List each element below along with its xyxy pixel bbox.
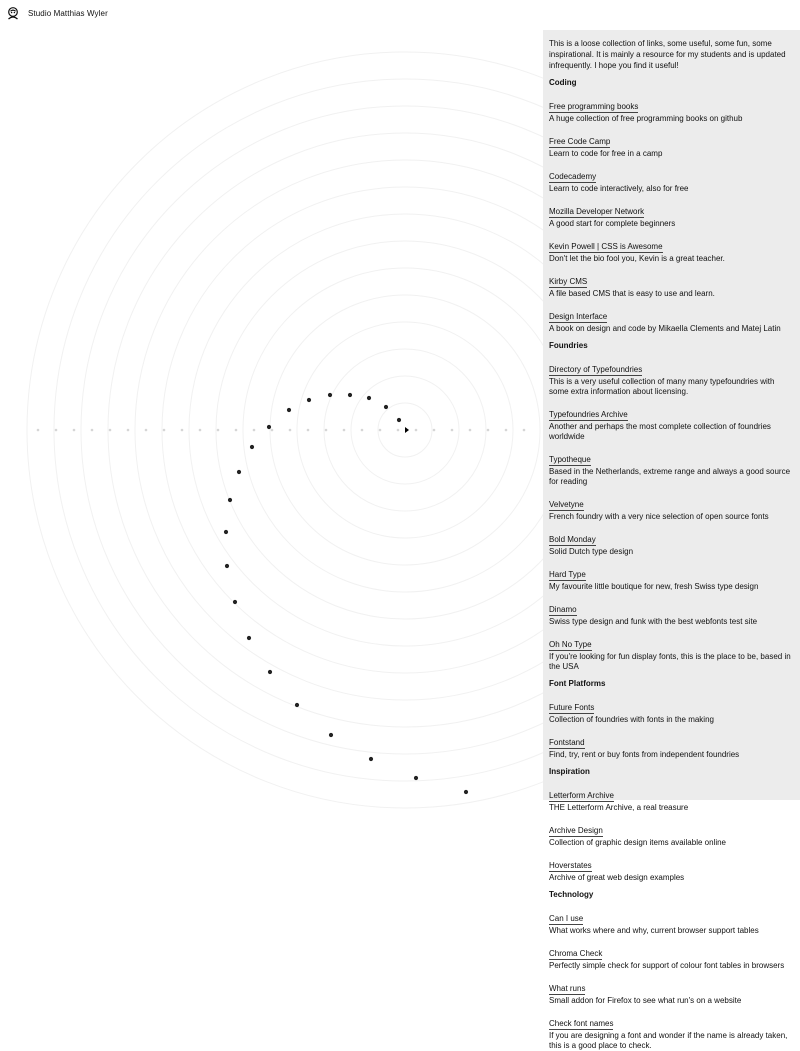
- axis-dot: [271, 429, 274, 432]
- link-description: Collection of foundries with fonts in the making: [549, 715, 714, 724]
- spiral-dot: [233, 600, 237, 604]
- link-entry: [549, 359, 794, 397]
- spiral-dot: [328, 393, 332, 397]
- link-description: My favourite little boutique for new, fresh Swiss type design: [549, 582, 759, 591]
- link-entry: [549, 820, 794, 848]
- section-heading: Inspiration: [549, 767, 590, 776]
- link-description: Archive of great web design examples: [549, 873, 685, 882]
- resource-link[interactable]: Free Code Camp: [549, 137, 611, 146]
- link-entry: [549, 404, 794, 442]
- link-description: What works where and why, current browser support tables: [549, 926, 759, 935]
- spiral-dot: [307, 398, 311, 402]
- axis-dot: [433, 429, 436, 432]
- link-sections: [549, 78, 794, 1051]
- resource-link[interactable]: What runs: [549, 984, 586, 993]
- axis-dot: [469, 429, 472, 432]
- link-description: Another and perhaps the most complete collection of foundries worldwide: [549, 422, 771, 441]
- section-heading: Technology: [549, 890, 594, 899]
- spiral-dot: [268, 670, 272, 674]
- resource-link[interactable]: Can I use: [549, 914, 584, 923]
- section-heading: Foundries: [549, 341, 588, 350]
- link-description: Don't let the bio fool you, Kevin is a great teacher.: [549, 254, 725, 263]
- links-panel: [543, 30, 800, 1050]
- axis-dot: [505, 429, 508, 432]
- spiral-dot: [414, 776, 418, 780]
- axis-dot: [91, 429, 94, 432]
- axis-dot: [415, 429, 418, 432]
- axis-dot: [253, 429, 256, 432]
- axis-dot: [181, 429, 184, 432]
- resource-link[interactable]: Velvetyne: [549, 500, 584, 509]
- spiral-dot: [237, 470, 241, 474]
- spiral-dot: [369, 757, 373, 761]
- link-entry: [549, 494, 794, 522]
- resource-link[interactable]: Kevin Powell | CSS is Awesome: [549, 242, 663, 251]
- axis-dot: [127, 429, 130, 432]
- axis-dot: [199, 429, 202, 432]
- link-entry: [549, 599, 794, 627]
- resource-link[interactable]: Check font names: [549, 1019, 614, 1028]
- resource-link[interactable]: Archive Design: [549, 826, 603, 835]
- resource-link[interactable]: Chroma Check: [549, 949, 603, 958]
- link-description: Based in the Netherlands, extreme range and always a good source for reading: [549, 467, 791, 486]
- link-entry: [549, 1013, 794, 1051]
- spiral-dot: [384, 405, 388, 409]
- link-entry: [549, 697, 794, 725]
- axis-dot: [451, 429, 454, 432]
- link-entry: [549, 306, 794, 334]
- resource-link[interactable]: Hoverstates: [549, 861, 592, 870]
- link-entry: [549, 529, 794, 557]
- resource-link[interactable]: Codecademy: [549, 172, 597, 181]
- resource-link[interactable]: Typefoundries Archive: [549, 410, 628, 419]
- link-description: A book on design and code by Mikaella Clements and Matej Latin: [549, 324, 781, 333]
- intro-text: This is a loose collection of links, some useful, some fun, some inspirational. It is mainly a resource for my students and is updated infrequently. I hope you find it useful!: [549, 39, 786, 70]
- axis-dot: [109, 429, 112, 432]
- link-entry: [549, 449, 794, 487]
- spiral-dot: [250, 445, 254, 449]
- spiral-dot: [329, 733, 333, 737]
- spiral-dot: [267, 425, 271, 429]
- axis-dot: [163, 429, 166, 432]
- axis-dot: [343, 429, 346, 432]
- axis-dot: [307, 429, 310, 432]
- spiral-arrow-icon: [405, 427, 409, 433]
- link-description: Small addon for Firefox to see what run's on a website: [549, 996, 742, 1005]
- resource-link[interactable]: Future Fonts: [549, 703, 595, 712]
- resource-link[interactable]: Kirby CMS: [549, 277, 588, 286]
- link-entry: [549, 564, 794, 592]
- axis-dot: [145, 429, 148, 432]
- axis-dot: [397, 429, 400, 432]
- link-entry: [549, 785, 794, 813]
- axis-dot: [361, 429, 364, 432]
- resource-link[interactable]: Fontstand: [549, 738, 585, 747]
- axis-dot: [487, 429, 490, 432]
- link-entry: [549, 943, 794, 971]
- axis-dot: [55, 429, 58, 432]
- section-heading: Font Platforms: [549, 679, 606, 688]
- resource-link[interactable]: Design Interface: [549, 312, 608, 321]
- link-description: THE Letterform Archive, a real treasure: [549, 803, 689, 812]
- link-entry: [549, 201, 794, 229]
- spiral-dot: [225, 564, 229, 568]
- link-description: Perfectly simple check for support of colour font tables in browsers: [549, 961, 785, 970]
- brand-name[interactable]: Studio Matthias Wyler: [28, 8, 108, 18]
- link-description: Solid Dutch type design: [549, 547, 634, 556]
- spiral-dot: [247, 636, 251, 640]
- link-entry: [549, 166, 794, 194]
- link-entry: [549, 978, 794, 1006]
- resource-link[interactable]: Directory of Typefoundries: [549, 365, 643, 374]
- resource-link[interactable]: Hard Type: [549, 570, 586, 579]
- spiral-dot: [367, 396, 371, 400]
- resource-link[interactable]: Oh No Type: [549, 640, 592, 649]
- link-entry: [549, 271, 794, 299]
- spiral-dot: [397, 418, 401, 422]
- link-entry: [549, 131, 794, 159]
- link-entry: [549, 855, 794, 883]
- axis-dot: [235, 429, 238, 432]
- link-description: Collection of graphic design items available online: [549, 838, 726, 847]
- axis-dot: [217, 429, 220, 432]
- resource-link[interactable]: Free programming books: [549, 102, 639, 111]
- link-description: This is a very useful collection of many many typefoundries with some extra information about licensing.: [549, 377, 775, 396]
- link-entry: [549, 96, 794, 124]
- section-heading: Coding: [549, 78, 577, 87]
- axis-dot: [37, 429, 40, 432]
- spiral-dot: [295, 703, 299, 707]
- axis-dot: [379, 429, 382, 432]
- axis-dot: [73, 429, 76, 432]
- link-description: Learn to code interactively, also for free: [549, 184, 689, 193]
- spiral-dot: [464, 790, 468, 794]
- axis-dot: [523, 429, 526, 432]
- resource-link[interactable]: Mozilla Developer Network: [549, 207, 645, 216]
- link-entry: [549, 236, 794, 264]
- link-description: A file based CMS that is easy to use and learn.: [549, 289, 715, 298]
- link-description: A huge collection of free programming books on github: [549, 114, 743, 123]
- spiral-dot: [228, 498, 232, 502]
- link-description: A good start for complete beginners: [549, 219, 676, 228]
- resource-link[interactable]: Bold Monday: [549, 535, 596, 544]
- link-description: If you are designing a font and wonder if the name is already taken, this is a good place to check.: [549, 1031, 788, 1050]
- link-entry: [549, 908, 794, 936]
- axis-dot: [289, 429, 292, 432]
- axis-dot: [325, 429, 328, 432]
- spiral-dot: [287, 408, 291, 412]
- link-entry: [549, 732, 794, 760]
- link-entry: [549, 634, 794, 672]
- resource-link[interactable]: Typotheque: [549, 455, 591, 464]
- spiral-dot: [224, 530, 228, 534]
- link-description: Learn to code for free in a camp: [549, 149, 663, 158]
- link-description: If you're looking for fun display fonts, this is the place to be, based in the USA: [549, 652, 791, 671]
- spiral-dot: [348, 393, 352, 397]
- link-description: Find, try, rent or buy fonts from independent foundries: [549, 750, 740, 759]
- link-description: Swiss type design and funk with the best webfonts test site: [549, 617, 758, 626]
- resource-link[interactable]: Dinamo: [549, 605, 577, 614]
- link-description: French foundry with a very nice selection of open source fonts: [549, 512, 769, 521]
- resource-link[interactable]: Letterform Archive: [549, 791, 614, 800]
